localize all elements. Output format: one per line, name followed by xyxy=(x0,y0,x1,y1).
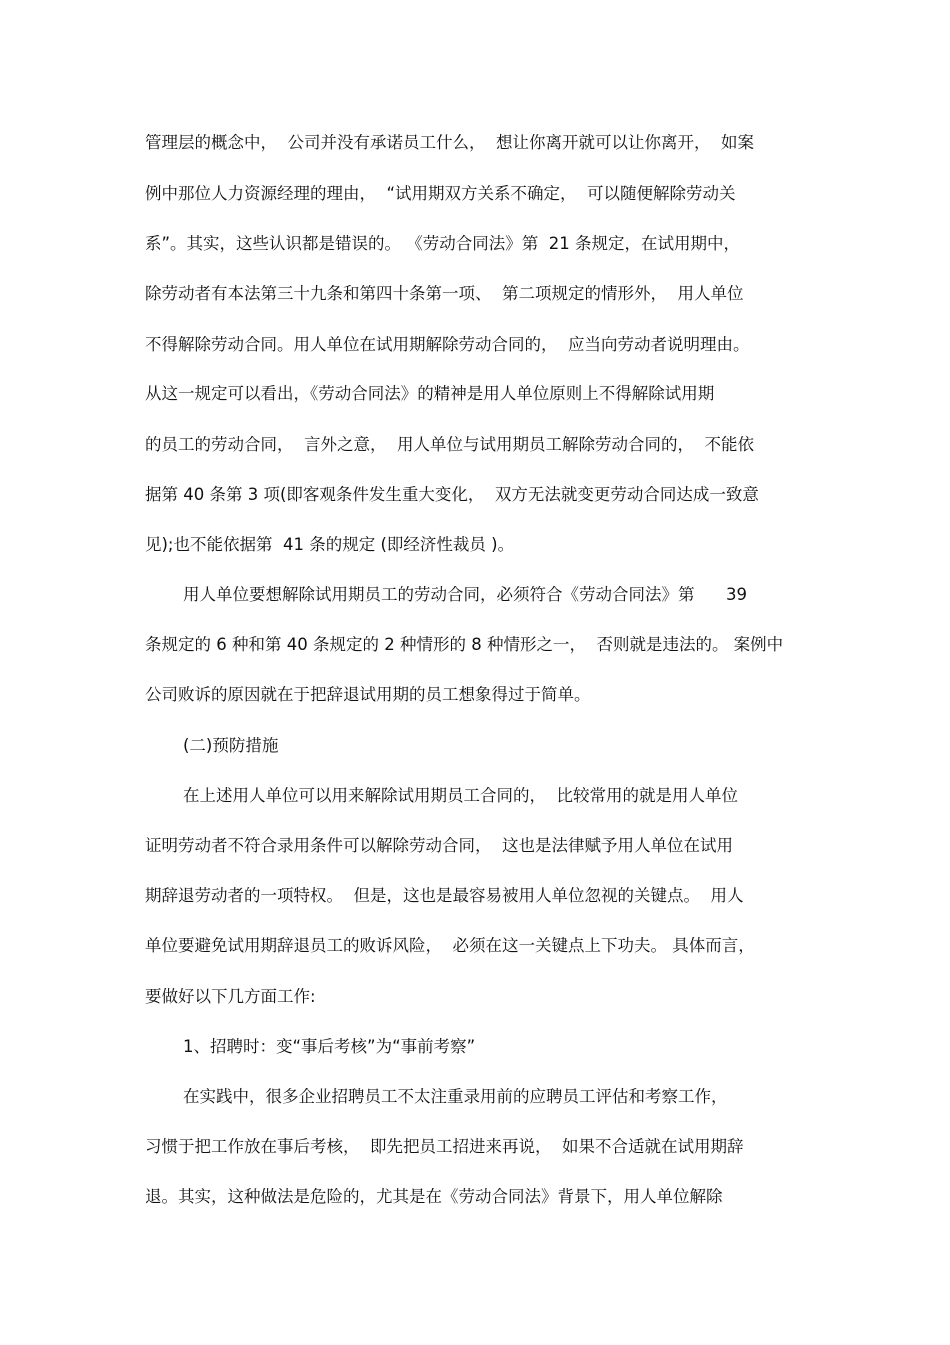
paragraph-first-line: 在上述用人单位可以用来解除试用期员工合同的， 比较常用的就是用人单位 xyxy=(183,786,738,805)
text-line: 管理层的概念中， 公司并没有承诺员工什么， 想让你离开就可以让你离开， 如案 xyxy=(145,133,754,152)
text-line: 期辞退劳动者的一项特权。 但是，这也是最容易被用人单位忽视的关键点。 用人 xyxy=(145,886,744,905)
text-line: 证明劳动者不符合录用条件可以解除劳动合同， 这也是法律赋予用人单位在试用 xyxy=(145,836,733,855)
text-line: 系”。其实，这些认识都是错误的。 《劳动合同法》第 21 条规定，在试用期中， xyxy=(145,234,741,253)
text-line: 要做好以下几方面工作: xyxy=(145,987,316,1006)
text-line: 的员工的劳动合同， 言外之意， 用人单位与试用期员工解除劳动合同的， 不能依 xyxy=(145,435,754,454)
paragraph-first-line: 用人单位要想解除试用期员工的劳动合同，必须符合《劳动合同法》第 39 xyxy=(183,585,747,604)
text-line: 从这一规定可以看出，《劳动合同法》的精神是用人单位原则上不得解除试用期 xyxy=(145,384,715,403)
paragraph-first-line: 在实践中，很多企业招聘员工不太注重录用前的应聘员工评估和考察工作， xyxy=(183,1087,728,1106)
text-line: 除劳动者有本法第三十九条和第四十条第一项、 第二项规定的情形外， 用人单位 xyxy=(145,284,744,303)
section-heading: (二)预防措施 xyxy=(183,736,279,755)
text-line: 例中那位人力资源经理的理由， “试用期双方关系不确定， 可以随便解除劳动关 xyxy=(145,184,736,203)
text-line: 见);也不能依据第 41 条的规定 (即经济性裁员 )。 xyxy=(145,535,515,554)
text-line: 条规定的 6 种和第 40 条规定的 2 种情形的 8 种情形之一， 否则就是违法的。 案例中 xyxy=(145,635,784,654)
subsection-heading: 1、招聘时：变“事后考核”为“事前考察” xyxy=(183,1037,476,1056)
text-line: 不得解除劳动合同。用人单位在试用期解除劳动合同的， 应当向劳动者说明理由。 xyxy=(145,335,750,354)
text-line: 习惯于把工作放在事后考核， 即先把员工招进来再说， 如果不合适就在试用期辞 xyxy=(145,1137,744,1156)
text-line: 单位要避免试用期辞退员工的败诉风险， 必须在这一关键点上下功夫。 具体而言， xyxy=(145,936,755,955)
text-line: 退。其实，这种做法是危险的，尤其是在《劳动合同法》背景下，用人单位解除 xyxy=(145,1187,723,1206)
text-line: 公司败诉的原因就在于把辞退试用期的员工想象得过于简单。 xyxy=(145,685,591,704)
text-line: 据第 40 条第 3 项(即客观条件发生重大变化， 双方无法就变更劳动合同达成一致意 xyxy=(145,485,759,504)
